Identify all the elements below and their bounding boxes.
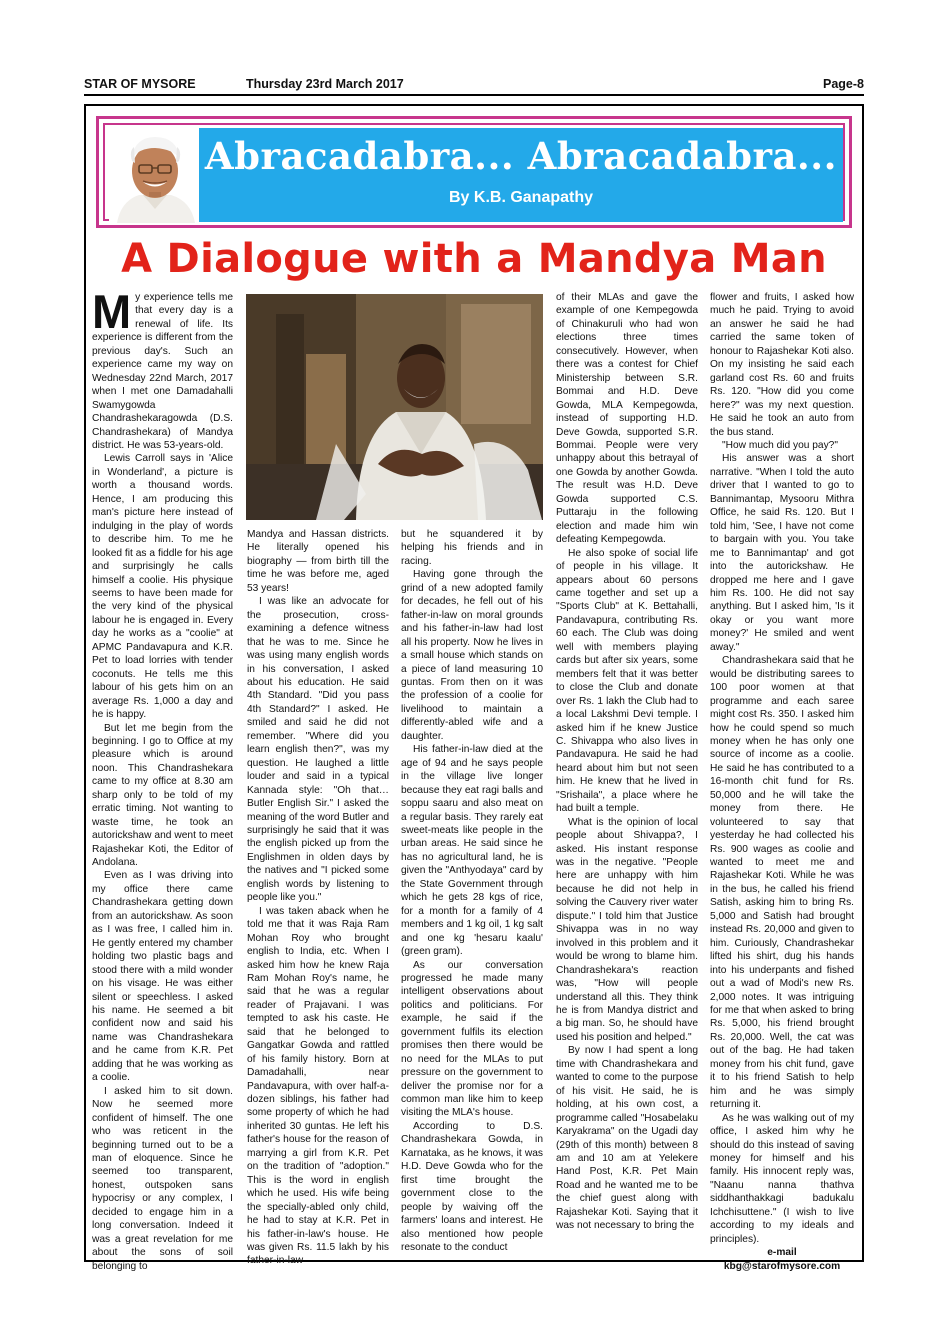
- email-address[interactable]: kbg@starofmysore.com: [723, 1260, 841, 1272]
- paragraph: of their MLAs and gave the example of one Kempegowda of Chinakuruli who had won elections three times consecutively. However, when there was a contest for Chief Ministership between S.R. Bommai and H.D. Deve Gowda, MLA Kempegowda, instead of supporting H.D. Deve Gowda, supported S.R. Bommai. People were very unhappy about this betrayal of one Gowda by another Gowda. The result was H.D. Deve Gowda supported C.S. Puttaraju in the following election and made him win defeating Kempegowda.: [556, 292, 698, 546]
- article-column-5: [710, 291, 854, 1272]
- paragraph: He also spoke of social life of people in his village. It appears about 60 persons came together and set up a "Sports Club" at K. Bettahalli, Pandavapura, contributing Rs. 60 each. The Club was doing well with members playing cards but after six years, some members felt that it was better to close the Club and donate over Rs. 1 lakh the Club had to a local Lakshmi Devi temple. I asked him if he knew Justice C. Shivappa who also lives in Pandavapura. He said he had heard about him but not seen him. He knew that he lived in "Srishaila", a place where he had built a temple.: [556, 547, 698, 815]
- banner-inner-border: [103, 123, 845, 221]
- paragraph: Even as I was driving into my office there came Chandrashekara getting down from an autorickshaw. As soon as I was free, I called him in. He gently entered my chamber holding two plastic bags and stood there with a mild wonder on his visage. He was either silent or speechless. I asked his name. He seemed a bit confident now and said his name was Chandrashekara and he came from K.R. Pet adding that he was working as a coolie.: [92, 870, 233, 1084]
- banner-title-panel: [199, 128, 843, 222]
- column-title: Abracadabra... Abracadabra...: [204, 134, 838, 178]
- paragraph: I asked him to sit down. Now he seemed more confident of himself. The one who was reticent in the beginning turned out to be a man of eloquence. Since he seemed too transparent, honest, outspoken sans hypocrisy or any complex, I decided to engage him in a long conversation. Indeed it was a great revelation for me about the sons of soil belonging to: [92, 1085, 233, 1272]
- columnist-portrait-icon: [109, 129, 201, 223]
- paragraph: I was like an advocate for the prosecution, cross-examining a defence witness that he was to me. Since he was using many english words in his conversation, I asked about his education. He said 4th Standard. "Did you pass 4th Standard?" I asked. He smiled and said he did not remember. "Where did you learn english then?", was my question. He laughed a little louder and said in a typical Kannada style: "Oh that… Butler English Sir." I asked the meaning of the word Butler and surprisingly he said that it was the english picked up from the Englishmen in olden days by the natives and "I picked some english words by listening to people like you.": [247, 596, 389, 904]
- paragraph: "How much did you pay?": [722, 439, 838, 451]
- man-with-cupped-hands-photo-icon: [246, 294, 543, 520]
- paragraph: Lewis Carroll says in 'Alice in Wonderland', a picture is worth a thousand words. Hence, I am producing this man's picture here instead of indulging in the play of words to describe him. To me he looked fit as a fiddle for his age and surprisingly he calls himself a coolie. His physique seems to have been made for the very kind of the physical labour he is engaged in. Every day he works as a "coolie" at APMC Pandavapura and K.R. Pet to load lorries with tender coconuts. He tells me this labour of his gets him on an average Rs. 1,000 a day and he is happy.: [92, 453, 233, 721]
- issue-date: Thursday 23rd March 2017: [246, 77, 404, 91]
- paragraph: As he was walking out of my office, I asked him why he should do this instead of saving money for himself and his family. His innocent reply was, "Naanu nanna thathva siddhanthakkagi badukalu Ichchisuttene." (I wish to live according to my ideals and principles).: [710, 1112, 854, 1245]
- article-column-2: [247, 528, 389, 1267]
- page-number: Page-8: [823, 77, 864, 91]
- paragraph: What is the opinion of local people about Shivappa?, I asked. His instant response was in the negative. "People here are unhappy with him because he did not help in solving the Cauvery river water dispute." I told him that Justice Shivappa was in no way involved in this problem and it would be wrong to blame him. Chandrashekara's reaction was, "How will people understand all this. They think he is from Mandya district and a big man. So, he should have used his position and helped.": [556, 816, 698, 1043]
- article-column-4: [556, 291, 698, 1249]
- paragraph: As our conversation progressed he made many intelligent observations about politics and politicians. For example, he said if the government fulfils its election promises then there would be no need for the MLAs to put pressure on the government to deliver the promise nor for a common man like him to keep visiting the MLA's house.: [401, 959, 543, 1119]
- article-column-1: [92, 285, 233, 1272]
- paragraph: Chandrashekara said that he would be distributing sarees to 100 poor women at that programme and each saree might cost Rs. 350. I asked him how he could spend so much money when he has only one source of income as a coolie. He said he has contributed to a 16-month chit fund for Rs. 50,000 and he will take the money from there. He volunteered to say that yesterday he had collected his Rs. 900 wages as coolie and wanted to meet me and Rajashekar Koti. While he was in the bus, he called his friend Satish, asking him to bring Rs. 5,000 and Satish had brought instead Rs. 20,000 and given to him. Curiously, Chandrashekar lifted his shirt, dug his hands into his underpants and fished out a wad of Modi's new Rs. 2,000 notes. It was intriguing for me that when asked to bring Rs. 5,000, his friend brought Rs. 20,000. Well, the cat was out of the bag. He had taken money from his chit fund, gave it to his friend Satish to help him and he was simply returning it.: [710, 655, 854, 1111]
- email-label: e-mail: [767, 1247, 797, 1259]
- paragraph: By now I had spent a long time with Chandrashekara and wanted to come to the purpose of his visit. He said, he is holding, at his own cost, a programme called "Hosabelaku Karyakrama" on the Ugadi day (29th of this month) between 8 am and 10 am at Yelekere Hand Post, K.R. Pet Main Road and he wanted me to be the chief guest along with Rajashekar Koti. Saying that it was not necessary to bring the: [556, 1045, 698, 1232]
- paragraph: His father-in-law died at the age of 94 and he says people in the village live longer because they eat ragi balls and soppu saaru and also meat on a regular basis. They rarely eat sweet-meats like people in the urban areas. He said since he has no agricultural land, he is given the "Anthyodaya" card by the State Government through which he gets 28 kgs of rice, for a month for a family of 4 members and 1 kg oil, 1 kg salt and one kg 'hesaru kaalu' (green gram).: [401, 744, 543, 958]
- masthead: [84, 76, 864, 96]
- newspaper-name: STAR OF MYSORE: [84, 77, 196, 91]
- author-contact: [710, 1246, 854, 1273]
- paragraph: Having gone through the grind of a new adopted family for decades, he fell out of his father-in-law on moral grounds and his father-in-law had lost all his property. Now he lives in a small house which stands on a piece of land measuring 10 guntas. From then on it was the profession of a coolie for livelihood to maintain a differently-abled wife and a daughter.: [401, 569, 543, 742]
- paragraph: I was taken aback when he told me that it was Raja Ram Mohan Roy who brought english to India, etc. When I asked him how he knew Raja Ram Mohan Roy's name, he said that he was a regular reader of Prajavani. I was tempted to ask his caste. He said that he belonged to Gangatkar Gowda and rattled of his family history. Born at Damadahalli, near Pandavapura, with over half-a-dozen siblings, his father had some property of which he had inherited 30 guntas. He left his father's house for the reason of marrying a girl from K.R. Pet on the tradition of "adoption." This is the word in english which he used. His wife being the specially-abled only child, he had to stay at K.R. Pet in his father-in-law's house. He was given Rs. 11.5 lakh by his father-in-law: [247, 905, 389, 1267]
- paragraph: but he squandered it by helping his friends and in racing.: [401, 529, 543, 567]
- column-banner: [96, 116, 852, 228]
- paragraph: Mandya and Hassan districts. He literally opened his biography — from birth till the time he was before me, aged 53 years!: [247, 529, 389, 594]
- paragraph: But let me begin from the beginning. I go to Office at my pleasure which is around noon. This Chandrashekara came to my office at 8.30 am sharp only to be told of my erratic timing. Not wanting to waste time, he took an autorickshaw and went to meet Rajashekar Koti, the Editor of Andolana.: [92, 722, 233, 869]
- author-byline: By K.B. Ganapathy: [448, 189, 594, 206]
- paragraph: y experience tells me that every day is a renewal of life. Its experience is different from the previous day's. Such an experience came my way on Wednesday 22nd March, 2017 when I met one Damadahalli Swamygowda Chandrashekaragowda (D.S. Chandrashekara) of Mandya district. He was 53-years-old.: [92, 292, 233, 451]
- paragraph: flower and fruits, I asked how much he paid. Trying to avoid an answer he said he had carried the same token of honour to Rajashekar Koti also. On my insisting he said each garland cost Rs. 60 and fruits Rs. 120. "How did you come here?" was my next question. He said he took an auto from the bus stand.: [710, 292, 854, 438]
- paragraph: According to D.S. Chandrashekara Gowda, in Karnataka, as he knows, it was H.D. Deve Gowda who for the first time brought the government close to the people by waiving off the farmers' loans and interest. He also mentioned how people resonate to the conduct: [401, 1120, 543, 1254]
- paragraph: His answer was a short narrative. "When I told the auto driver that I wanted to go to Bannimantap, Mysooru Mithra Office, he said Rs. 120. But I told him, 'See, I have not come to bargain with you. You take me to Bannimantap' and got into the autorickshaw. He dropped me here and I gave him Rs. 100. He did not say anything. But I asked him, 'Is it okay or you want more money?' He smiled and went away.": [710, 453, 854, 653]
- drop-cap: M: [92, 285, 132, 338]
- article-column-3: [401, 528, 543, 1254]
- article-headline: A Dialogue with a Mandya Man: [121, 236, 827, 282]
